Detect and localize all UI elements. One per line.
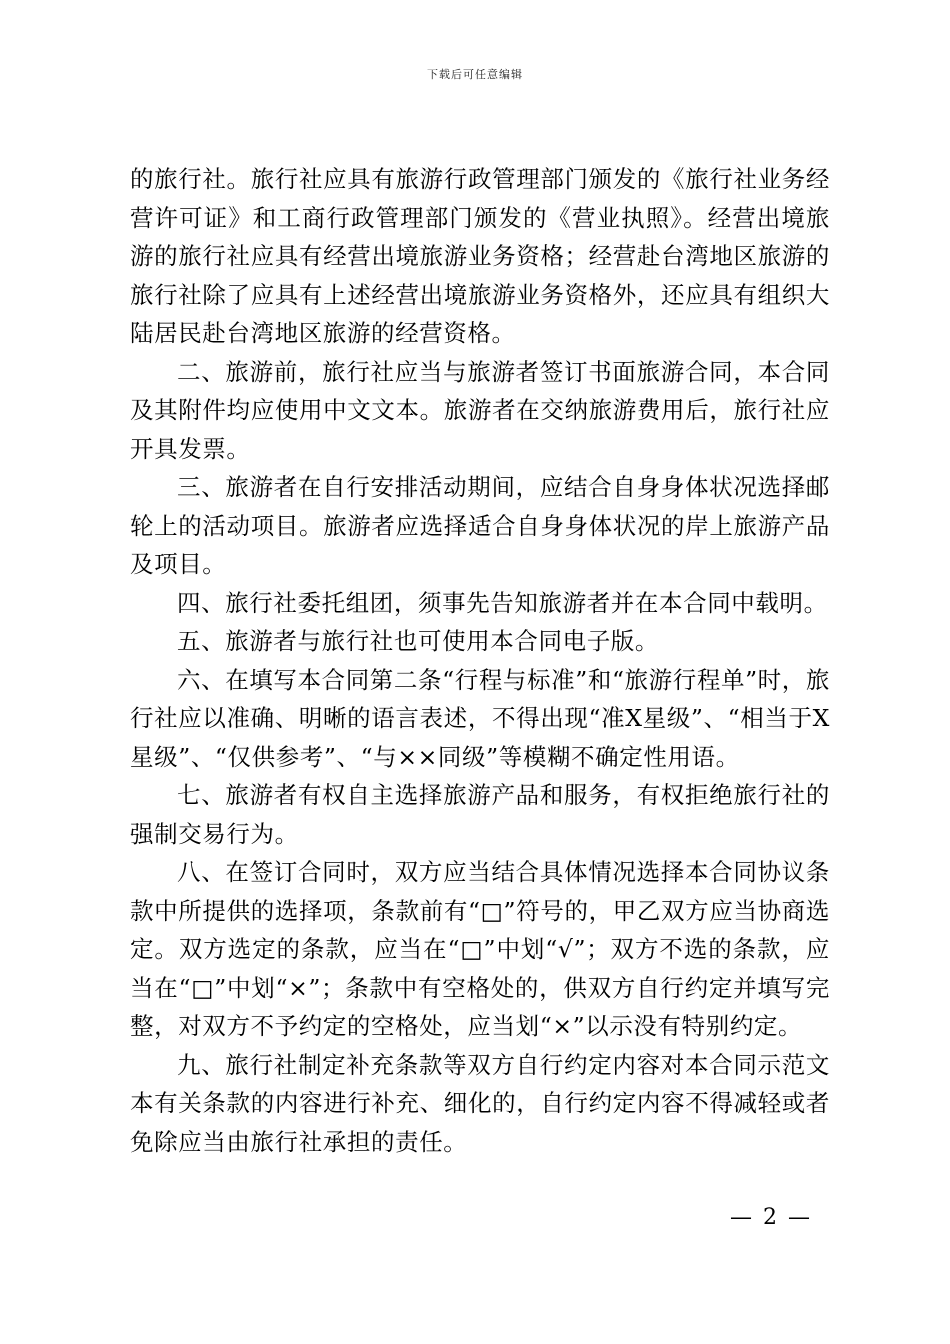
paragraph-item-7: 七、旅游者有权自主选择旅游产品和服务，有权拒绝旅行社的强制交易行为。	[130, 781, 830, 848]
page-number: — 2 —	[730, 1205, 812, 1230]
paragraph-item-9: 九、旅行社制定补充条款等双方自行约定内容对本合同示范文本有关条款的内容进行补充、细化的，自行约定内容不得减轻或者免除应当由旅行社承担的责任。	[130, 1050, 830, 1156]
paragraph-item-4: 四、旅行社委托组团，须事先告知旅游者并在本合同中载明。	[177, 588, 828, 617]
paragraph-item-2: 二、旅游前，旅行社应当与旅游者签订书面旅游合同，本合同及其附件均应使用中文文本。旅游者在交纳旅游费用后，旅行社应开具发票。	[130, 357, 830, 463]
paragraph-item-8: 八、在签订合同时，双方应当结合具体情况选择本合同协议条款中所提供的选择项，条款前有“□”符号的，甲乙双方应当协商选定。双方选定的条款，应当在“□”中划“√”；双方不选的条款，应当在“□”中划“×”；条款中有空格处的，供双方自行约定并填写完整，对双方不予约定的空格处，应当划“×”以示没有特别约定。	[130, 858, 830, 1040]
document-body	[130, 160, 830, 1161]
page-header: 下载后可任意编辑	[427, 68, 523, 81]
paragraph-item-3: 三、旅游者在自行安排活动期间，应结合自身身体状况选择邮轮上的活动项目。旅游者应选择适合自身身体状况的岸上旅游产品及项目。	[130, 473, 830, 578]
paragraph-continued: 的旅行社。旅行社应具有旅游行政管理部门颁发的《旅行社业务经营许可证》和工商行政管理部门颁发的《营业执照》。经营出境旅游的旅行社应具有经营出境旅游业务资格；经营赴台湾地区旅游的旅行社除了应具有上述经营出境旅游业务资格外，还应具有组织大陆居民赴台湾地区旅游的经营资格。	[130, 165, 830, 347]
paragraph-item-5: 五、旅游者与旅行社也可使用本合同电子版。	[177, 627, 659, 655]
paragraph-item-6: 六、在填写本合同第二条“行程与标准”和“旅游行程单”时，旅行社应以准确、明晰的语言表述，不得出现“准X星级”、“相当于X星级”、“仅供参考”、“与××同级”等模糊不确定性用语。	[130, 665, 830, 771]
